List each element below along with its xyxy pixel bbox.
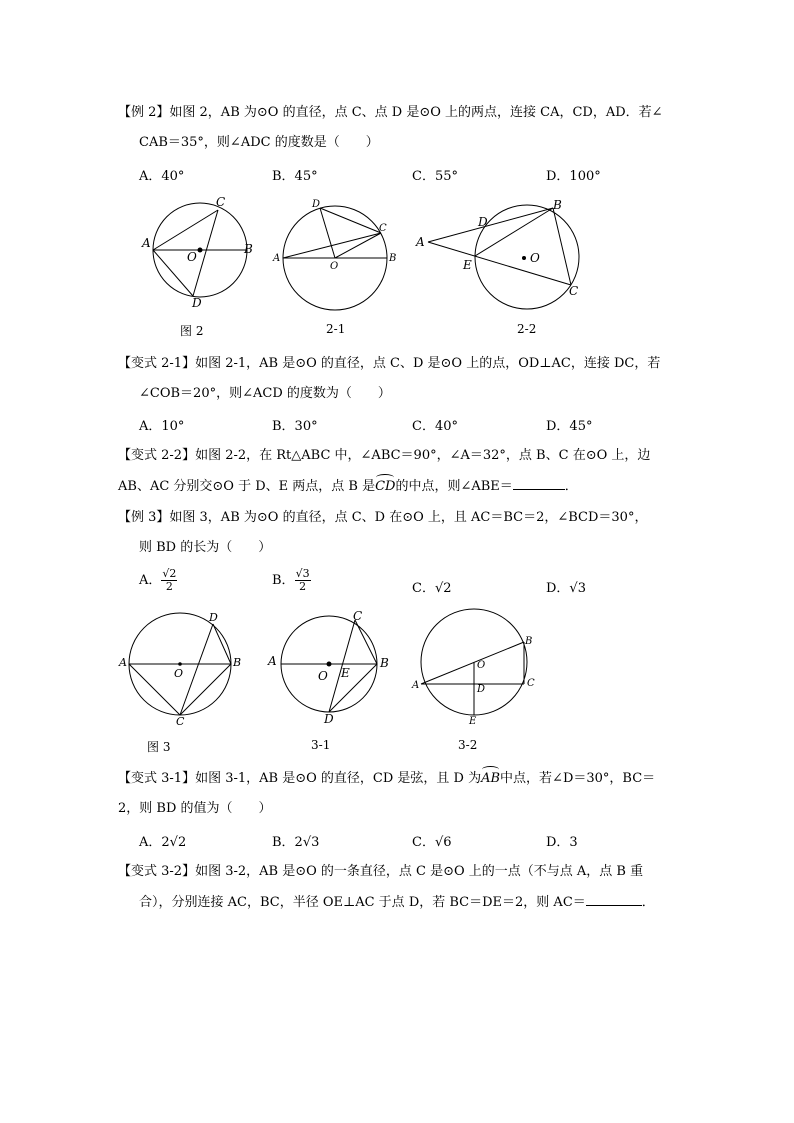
fig3-label-a: A [119, 656, 127, 669]
variant-3-1-choices [139, 831, 659, 851]
caption-fig3-2: 3-2 [458, 738, 478, 752]
answer-blank[interactable] [513, 477, 565, 490]
fig31-label-c: C [353, 609, 363, 623]
fig22-label-b: B [553, 198, 562, 212]
fig32-label-o: O [477, 660, 486, 671]
fig21-label-c: C [379, 223, 387, 234]
fig21-label-b: B [389, 253, 397, 264]
choice-a: A．2√2 [139, 835, 187, 850]
fraction-b [295, 568, 311, 593]
center-dot-2-2 [522, 256, 526, 260]
fig22-label-c: C [569, 284, 579, 298]
choice-b: B．30° [272, 419, 318, 434]
choice-a: A．10° [139, 419, 185, 434]
variant-2-2-text-b: 的中点，则∠ABE＝ [395, 479, 513, 494]
variant-2-2-text-a: AB、AC 分别交⊙O 于 D、E 两点，点 B 是 [118, 479, 376, 494]
variant-3-1-line1 [118, 770, 655, 788]
fig31-label-a: A [268, 654, 277, 668]
fig2-label-a: A [142, 236, 151, 250]
choice-b: B．2√3 [272, 835, 320, 850]
fig31-label-d: D [324, 712, 334, 726]
fraction-a-den: 2 [165, 580, 173, 593]
fraction-a [161, 568, 177, 593]
fig3-label-b: B [233, 656, 242, 669]
variant-2-2-text-c: ． [564, 479, 578, 494]
fig21-label-o: O [330, 261, 339, 272]
figure-3-2 [421, 609, 527, 715]
fraction-b-num: √3 [295, 567, 310, 580]
choice-c: C．√6 [412, 835, 452, 850]
variant-3-2-line1: 【变式 3-2】如图 3-2，AB 是⊙O 的一条直径，点 C 是⊙O 上的一点（不与点 A，点 B 重 [118, 864, 644, 879]
fig2-label-o: O [187, 250, 197, 264]
choice-d: D．45° [546, 419, 593, 434]
fig22-label-o: O [530, 251, 540, 265]
choice-d: D．3 [546, 835, 578, 850]
fig32-label-c: C [527, 678, 535, 689]
fig2-label-b: B [244, 242, 253, 256]
example-3-choices [139, 566, 659, 602]
example-2-line2: CAB＝35°，则∠ADC 的度数是（ ） [139, 135, 379, 150]
variant-2-1-choices [139, 415, 659, 435]
arc-cd [375, 478, 395, 496]
center-dot [198, 248, 203, 253]
variant-2-2-line2 [118, 477, 578, 496]
fig31-label-o: O [318, 669, 328, 683]
caption-fig2-2: 2-2 [517, 322, 537, 336]
choice-a: A．40° [139, 169, 185, 184]
fig32-label-d: D [477, 684, 486, 695]
fig22-label-a: A [416, 235, 425, 249]
fig31-label-e: E [341, 666, 350, 680]
fig32-label-a: A [412, 680, 420, 691]
choice-a [139, 568, 177, 593]
arc-mark [376, 474, 394, 481]
fig31-label-b: B [380, 656, 389, 670]
choice-d: D．100° [546, 169, 601, 184]
answer-blank[interactable] [586, 893, 642, 906]
arc-cd-text: CD [375, 479, 396, 494]
fig3-label-o: O [174, 667, 184, 680]
fig21-label-a: A [273, 253, 281, 264]
variant-2-1-line2: ∠COB＝20°，则∠ACD 的度数为（ ） [139, 386, 391, 401]
example-3-line1: 【例 3】如图 3，AB 为⊙O 的直径，点 C、D 在⊙O 上，且 AC＝BC＝2，∠BCD＝30°， [118, 510, 648, 525]
fig22-label-e: E [463, 258, 472, 272]
choice-c: C．55° [412, 169, 458, 184]
variant-3-2-text-b: ． [641, 895, 655, 910]
choice-a-prefix: A． [139, 573, 162, 588]
fraction-b-den: 2 [299, 580, 307, 593]
variant-3-1-text-a: 【变式 3-1】如图 3-1，AB 是⊙O 的直径，CD 是弦，且 D 为 [118, 771, 482, 786]
arc-ab-text: AB [481, 771, 501, 786]
caption-fig3: 图 3 [147, 740, 171, 754]
variant-3-1-text-b: 中点，若∠D＝30°，BC＝ [500, 771, 656, 786]
figure-2-1 [283, 206, 387, 310]
example-2-line1: 【例 2】如图 2，AB 为⊙O 的直径，点 C、点 D 是⊙O 上的两点，连接 CA，CD，AD．若∠ [118, 105, 663, 120]
choice-d: D．√3 [546, 581, 586, 596]
fraction-a-num: √2 [162, 567, 177, 580]
fig2-label-d: D [192, 296, 202, 310]
choice-c: C．40° [412, 419, 458, 434]
choice-b: B．45° [272, 169, 318, 184]
caption-fig3-1: 3-1 [311, 738, 331, 752]
fig32-label-b: B [525, 636, 533, 647]
fig3-label-c: C [176, 715, 185, 728]
fig2-label-c: C [216, 195, 226, 209]
variant-2-1-line1: 【变式 2-1】如图 2-1，AB 是⊙O 的直径，点 C、D 是⊙O 上的点，OD⊥AC，连接 DC，若 [118, 356, 661, 371]
arc-mark [482, 766, 499, 773]
fig21-label-d: D [312, 199, 321, 210]
caption-fig2-1: 2-1 [326, 322, 346, 336]
caption-fig2: 图 2 [180, 324, 204, 338]
fig3-label-d: D [209, 611, 218, 624]
fig32-label-e: E [469, 716, 477, 727]
choice-b [272, 568, 311, 593]
variant-3-2-text-a: 合），分别连接 AC，BC，半径 OE⊥AC 于点 D，若 BC＝DE＝2，则 AC＝ [139, 895, 586, 910]
variant-3-2-line2 [139, 893, 655, 912]
variant-2-2-line1: 【变式 2-2】如图 2-2，在 Rt△ABC 中，∠ABC＝90°，∠A＝32°，点 B、C 在⊙O 上，边 [118, 448, 651, 463]
variant-3-1-line2: 2，则 BD 的值为（ ） [118, 801, 272, 816]
fig22-label-d: D [478, 215, 488, 229]
example-3-line2: 则 BD 的长为（ ） [139, 540, 272, 555]
choice-b-prefix: B． [272, 573, 295, 588]
figure-2-2 [428, 205, 579, 309]
choice-c: C．√2 [412, 581, 452, 596]
arc-ab [481, 770, 500, 788]
